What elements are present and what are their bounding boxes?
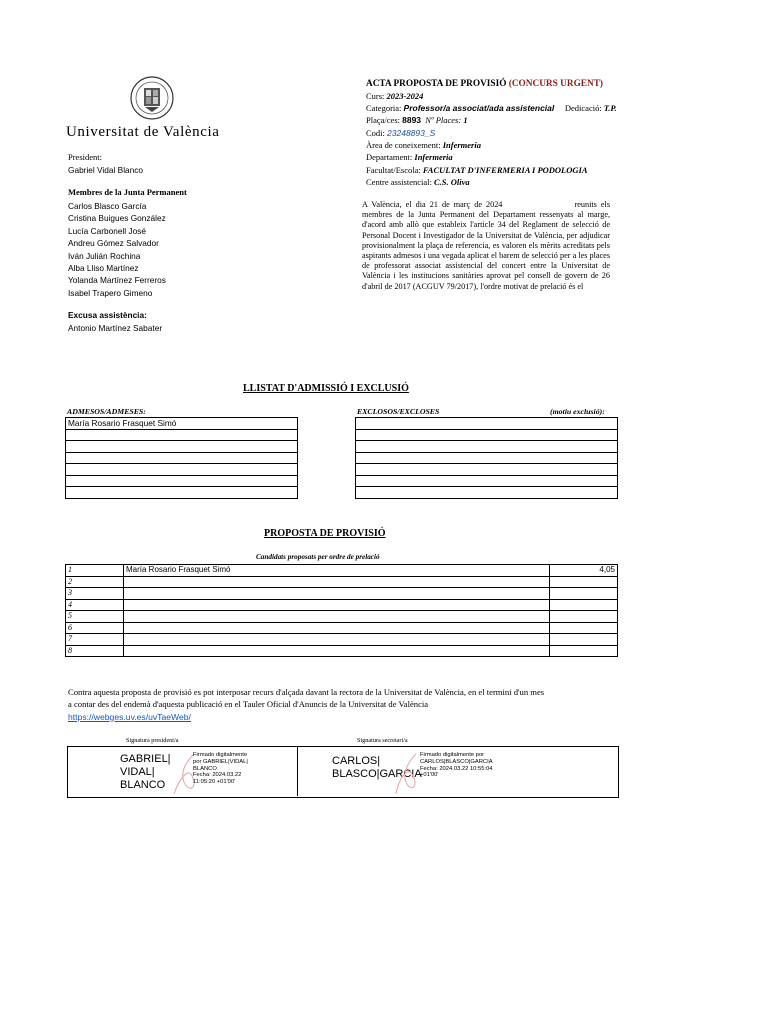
candidate-cell [124, 588, 550, 600]
table-row [66, 475, 298, 487]
dedicacio-label: Dedicació: [564, 103, 602, 113]
sig-meta-line: Fecha: 2024.03.22 [193, 772, 242, 779]
president-label: President: [68, 152, 102, 162]
table-row [356, 464, 618, 476]
table-row [66, 599, 618, 611]
exclos-cell [356, 475, 618, 487]
places-row [366, 114, 468, 127]
departament-value: Infermeria [414, 152, 453, 162]
exclos-cell [356, 452, 618, 464]
sig-meta-line: +01'00' [420, 772, 439, 779]
rank-cell: 4 [66, 599, 124, 611]
president-name: Gabriel Vidal Blanco [68, 165, 144, 175]
facultat-row [366, 164, 588, 177]
junta-member: Iván Julián Rochina [68, 250, 141, 261]
rank-cell: 7 [66, 634, 124, 646]
recurs-text: Contra aquesta proposta de provisió es pot interposar recurs d'alçada davant la rectora de la Universitat de València, en el termini d'un mes a contar des del endemà d'aquesta publicació en el Tauler Oficial d'Anuncis de la Universitat de València [68, 687, 545, 710]
table-row [66, 464, 298, 476]
candidate-cell [124, 599, 550, 611]
table-row [66, 645, 618, 657]
university-name: Universitat de València [66, 124, 220, 140]
score-cell [550, 576, 618, 588]
junta-member: Carlos Blasco García [68, 201, 147, 211]
table-row [66, 565, 618, 577]
admes-cell [66, 487, 298, 499]
junta-member: Yolanda Martínez Ferreros [68, 275, 166, 286]
proposta-title: PROPOSTA DE PROVISIÓ [264, 528, 386, 539]
table-row [66, 418, 298, 430]
area-value: Infermeria [442, 140, 481, 150]
candidate-cell: María Rosario Frasquet Simó [124, 565, 550, 577]
candidate-cell [124, 576, 550, 588]
sig-name-line: BLASCO|GARCIA [332, 768, 422, 780]
place-date: A València, el dia 21 de març de 2024 [362, 200, 503, 209]
president-signature-name [120, 753, 171, 792]
curs-row [366, 90, 423, 103]
proposta-table [65, 564, 618, 657]
score-cell [550, 634, 618, 646]
president-signature-meta [193, 752, 248, 786]
sig-name-line: BLANCO [120, 779, 166, 791]
table-row [356, 429, 618, 441]
table-row [356, 441, 618, 453]
places-value: 8893 [402, 115, 422, 125]
table-row [356, 475, 618, 487]
dedicacio-value: T.P. [603, 103, 617, 113]
centre-row [366, 176, 470, 189]
junta-member: Cristina Buigues González [68, 213, 166, 224]
exclosos-label: EXCLOSOS/EXCLOSES [357, 407, 440, 416]
candidate-cell [124, 645, 550, 657]
exclos-cell [356, 464, 618, 476]
university-seal-logo [123, 76, 181, 120]
score-cell [550, 622, 618, 634]
curs-value: 2023-2024 [386, 91, 424, 101]
rank-cell: 2 [66, 576, 124, 588]
table-row [66, 441, 298, 453]
admes-cell [66, 429, 298, 441]
area-label: Àrea de coneixement: [366, 140, 441, 150]
places-label: Plaça/ces: [366, 115, 400, 125]
admes-cell [66, 475, 298, 487]
area-row [366, 139, 481, 152]
exclos-cell [356, 487, 618, 499]
categoria-label: Categoria: [366, 103, 402, 113]
exclos-cell [356, 418, 618, 430]
candidate-cell [124, 611, 550, 623]
rank-cell: 1 [66, 565, 124, 577]
codi-row [366, 127, 435, 140]
table-row [356, 487, 618, 499]
junta-member: Lucía Carbonell José [68, 225, 146, 236]
categoria-value: Professor/a associat/ada assistencial [403, 103, 555, 113]
motiu-label: (motiu exclusió): [550, 407, 605, 416]
rank-cell: 8 [66, 645, 124, 657]
num-places-value: 1 [463, 115, 468, 125]
admes-cell [66, 452, 298, 464]
sig-meta-line: Firmado digitalmente [193, 752, 248, 758]
categoria-row [366, 102, 617, 115]
secretary-signature-meta [420, 752, 493, 779]
sig-name-line: CARLOS| [332, 755, 381, 767]
president-signature-label: Signatura president/a [126, 737, 179, 744]
score-cell [550, 588, 618, 600]
junta-member: Alba Lliso Martínez [68, 263, 139, 273]
secretary-signature-label: Signatura secretari/a [357, 737, 408, 744]
table-row [66, 622, 618, 634]
score-cell [550, 611, 618, 623]
paragraph-text: reunits els membres de la Junta Permanent del Departament ressenyats al marge, d'acord amb allò que estableix l'article 34 del Reglament de selecció de Personal Docent i Investigador de la Universitat de València, per adjudicar provisionalment la plaça de referencia, es valoren els mèrits acreditats pels aspirants admesos i una vegada aplicat el barem de selecció per a les places de professorat associat assistencial del concert entre la Universitat de València i les institucions sanitàries aprovat pel consell de govern de 26 d'abril de 2017 (ACGUV 79/2017), l'ordre motivat de prelació és el [362, 200, 611, 291]
sig-meta-line: por GABRIEL|VIDAL| [193, 758, 248, 765]
curs-label: Curs: [366, 91, 385, 101]
admes-cell [66, 441, 298, 453]
admesos-table [65, 417, 298, 499]
codi-label: Codi: [366, 128, 385, 138]
rank-cell: 6 [66, 622, 124, 634]
exclos-cell [356, 441, 618, 453]
document-title [366, 78, 603, 91]
score-cell [550, 599, 618, 611]
table-row [66, 487, 298, 499]
table-row [66, 429, 298, 441]
proposta-subtitle: Candidats proposats per ordre de prelació [256, 553, 380, 561]
table-row [356, 418, 618, 430]
signature-divider [297, 746, 298, 796]
facultat-label: Facultat/Escola: [366, 165, 421, 175]
signature-scribble-icon [390, 752, 424, 796]
sig-meta-line: BLANCO [193, 765, 217, 772]
codi-value: 23248893_S [387, 128, 436, 138]
centre-value: C.S. Oliva [433, 177, 470, 187]
acta-paragraph [362, 200, 610, 292]
tauler-link[interactable]: https://webges.uv.es/uvTaeWeb/ [68, 711, 191, 722]
sig-name-line: GABRIEL| [120, 753, 171, 765]
admissio-title: LLISTAT D'ADMISSIÓ I EXCLUSIÓ [243, 383, 409, 394]
score-cell [550, 645, 618, 657]
junta-member: Isabel Trapero Gimeno [68, 287, 153, 298]
table-row [66, 634, 618, 646]
junta-member: Andreu Gómez Salvador [68, 238, 159, 249]
admes-cell: María Rosario Frasquet Simó [66, 418, 298, 430]
excusa-label: Excusa assistència: [68, 310, 147, 320]
exclosos-table [355, 417, 618, 499]
sig-meta-line: Fecha: 2024.03.22 10:55:04 [420, 765, 493, 772]
departament-row [366, 151, 453, 164]
centre-label: Centre assistencial: [366, 177, 432, 187]
rank-cell: 3 [66, 588, 124, 600]
sig-name-line: VIDAL| [120, 766, 155, 778]
recurs-notice [68, 686, 548, 723]
table-row [356, 452, 618, 464]
num-places-label: Nº Places: [425, 115, 462, 125]
sig-meta-line: 11:05:20 +01'00' [193, 779, 236, 786]
rank-cell: 5 [66, 611, 124, 623]
table-row [66, 611, 618, 623]
sig-meta-line: Firmado digitalmente por [420, 752, 485, 758]
facultat-value: FACULTAT D'INFERMERIA I PODOLOGIA [422, 165, 588, 175]
sig-meta-line: CARLOS|BLASCO|GARCIA [420, 758, 493, 765]
title-text: ACTA PROPOSTA DE PROVISIÓ [366, 79, 507, 89]
urgency-text: (CONCURS URGENT) [508, 79, 604, 89]
candidate-cell [124, 622, 550, 634]
departament-label: Departament: [366, 152, 413, 162]
table-row [66, 452, 298, 464]
score-cell: 4,05 [550, 565, 618, 577]
table-row [66, 576, 618, 588]
admesos-label: ADMESOS/ADMESES: [67, 407, 146, 416]
excusa-name: Antonio Martínez Sabater [68, 322, 163, 333]
exclos-cell [356, 429, 618, 441]
junta-label: Membres de la Junta Permanent [68, 187, 187, 197]
table-row [66, 588, 618, 600]
admes-cell [66, 464, 298, 476]
candidate-cell [124, 634, 550, 646]
